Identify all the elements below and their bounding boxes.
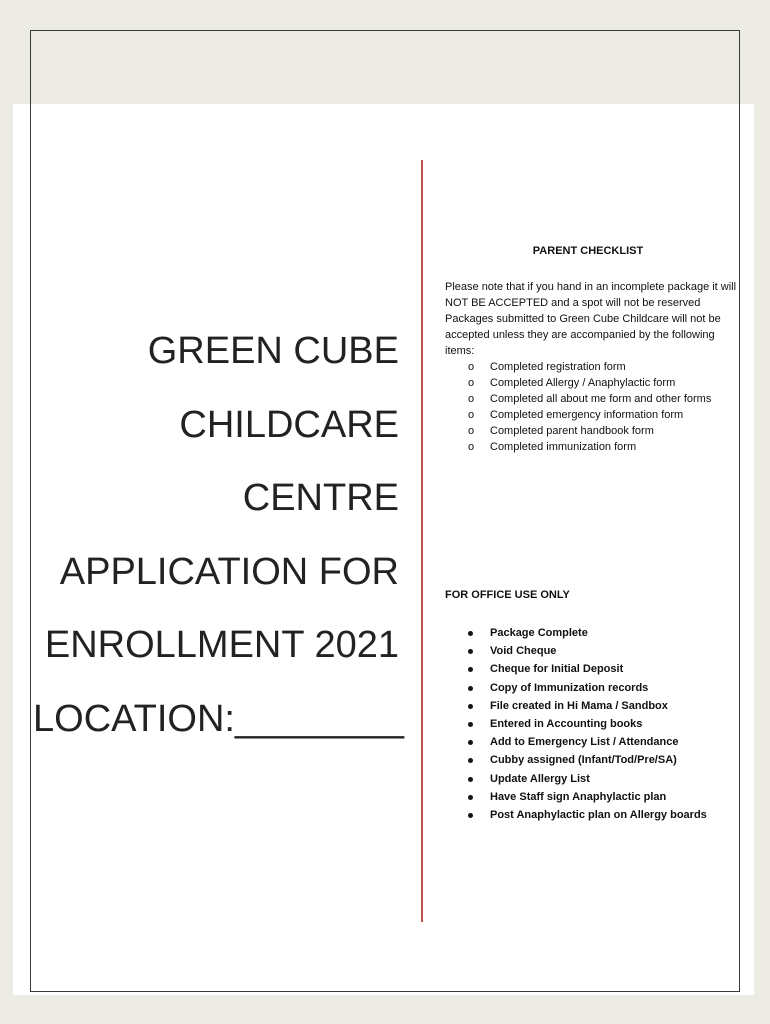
checklist-item-text: Completed all about me form and other forms [490, 393, 712, 405]
checklist-item-text: Completed Allergy / Anaphylactic form [490, 377, 676, 389]
title-line: CENTRE [242, 477, 399, 519]
office-item-text: Update Allergy List [490, 772, 590, 785]
bullet-mark: o [468, 425, 475, 437]
list-item [445, 423, 745, 439]
document-page [13, 104, 754, 995]
office-item-text: Copy of Immunization records [490, 681, 649, 694]
title-line: ENROLLMENT 2021 [44, 624, 399, 666]
title-line: CHILDCARE [179, 403, 399, 446]
list-item [445, 679, 707, 697]
list-item [445, 391, 745, 407]
list-item [445, 733, 707, 751]
list-item [445, 660, 707, 678]
bullet-dot-icon [468, 667, 473, 672]
frame-right-border [739, 104, 740, 992]
bullet-mark: o [468, 393, 475, 405]
parent-checklist-heading: PARENT CHECKLIST [532, 245, 644, 257]
vertical-divider [421, 160, 423, 922]
list-item [445, 697, 707, 715]
list-item [445, 770, 707, 788]
checklist-note: Please note that if you hand in an incomplete package it will NOT BE ACCEPTED and a spot will not be reserved [445, 281, 737, 309]
frame-bottom-border [30, 991, 740, 992]
bullet-mark: o [468, 409, 475, 421]
bullet-dot-icon [468, 686, 473, 691]
bullet-mark: o [468, 377, 475, 389]
checklist-item-text: Completed parent handbook form [490, 425, 654, 437]
document-title [33, 315, 405, 756]
office-use-list [445, 624, 707, 824]
list-item [445, 359, 745, 375]
office-item-text: Package Complete [490, 627, 588, 639]
checklist-note: Packages submitted to Green Cube Childcare will not be accepted unless they are accompanied by the following items: [445, 313, 721, 357]
list-item [445, 806, 707, 824]
bullet-dot-icon [468, 740, 473, 745]
list-item [445, 751, 707, 769]
list-item [445, 439, 745, 455]
office-item-text: Post Anaphylactic plan on Allergy boards [490, 809, 707, 822]
top-band [30, 30, 740, 104]
office-item-text: Add to Emergency List / Attendance [490, 736, 679, 749]
office-item-text: Cubby assigned (Infant/Tod/Pre/SA) [490, 754, 677, 767]
bullet-dot-icon [468, 722, 473, 727]
bullet-dot-icon [468, 631, 473, 636]
bullet-dot-icon [468, 813, 473, 818]
list-item [445, 642, 707, 660]
list-item [445, 624, 707, 642]
checklist-item-text: Completed registration form [490, 361, 626, 373]
bullet-mark: o [468, 361, 475, 373]
checklist-section [445, 279, 745, 455]
checklist-item-text: Completed immunization form [490, 441, 637, 453]
list-item [445, 375, 745, 391]
title-line: GREEN CUBE [147, 330, 399, 372]
checklist-items [445, 359, 745, 455]
frame-left-border [30, 104, 31, 992]
bullet-dot-icon [468, 758, 473, 763]
office-item-text: Entered in Accounting books [490, 718, 643, 731]
bullet-mark: o [468, 441, 475, 453]
office-item-text: Cheque for Initial Deposit [490, 663, 624, 676]
office-item-text: Void Cheque [490, 645, 557, 658]
office-item-text: File created in Hi Mama / Sandbox [490, 699, 668, 712]
checklist-item-text: Completed emergency information form [490, 409, 684, 421]
bullet-dot-icon [468, 795, 473, 800]
bullet-dot-icon [468, 649, 473, 654]
bullet-dot-icon [468, 704, 473, 709]
list-item [445, 407, 745, 423]
location-line: LOCATION:________ [33, 697, 405, 740]
list-item [445, 715, 707, 733]
list-item [445, 788, 707, 806]
office-item-text: Have Staff sign Anaphylactic plan [490, 790, 667, 803]
bullet-dot-icon [468, 777, 473, 782]
title-line: APPLICATION FOR [59, 550, 399, 593]
office-use-heading: FOR OFFICE USE ONLY [445, 589, 570, 601]
